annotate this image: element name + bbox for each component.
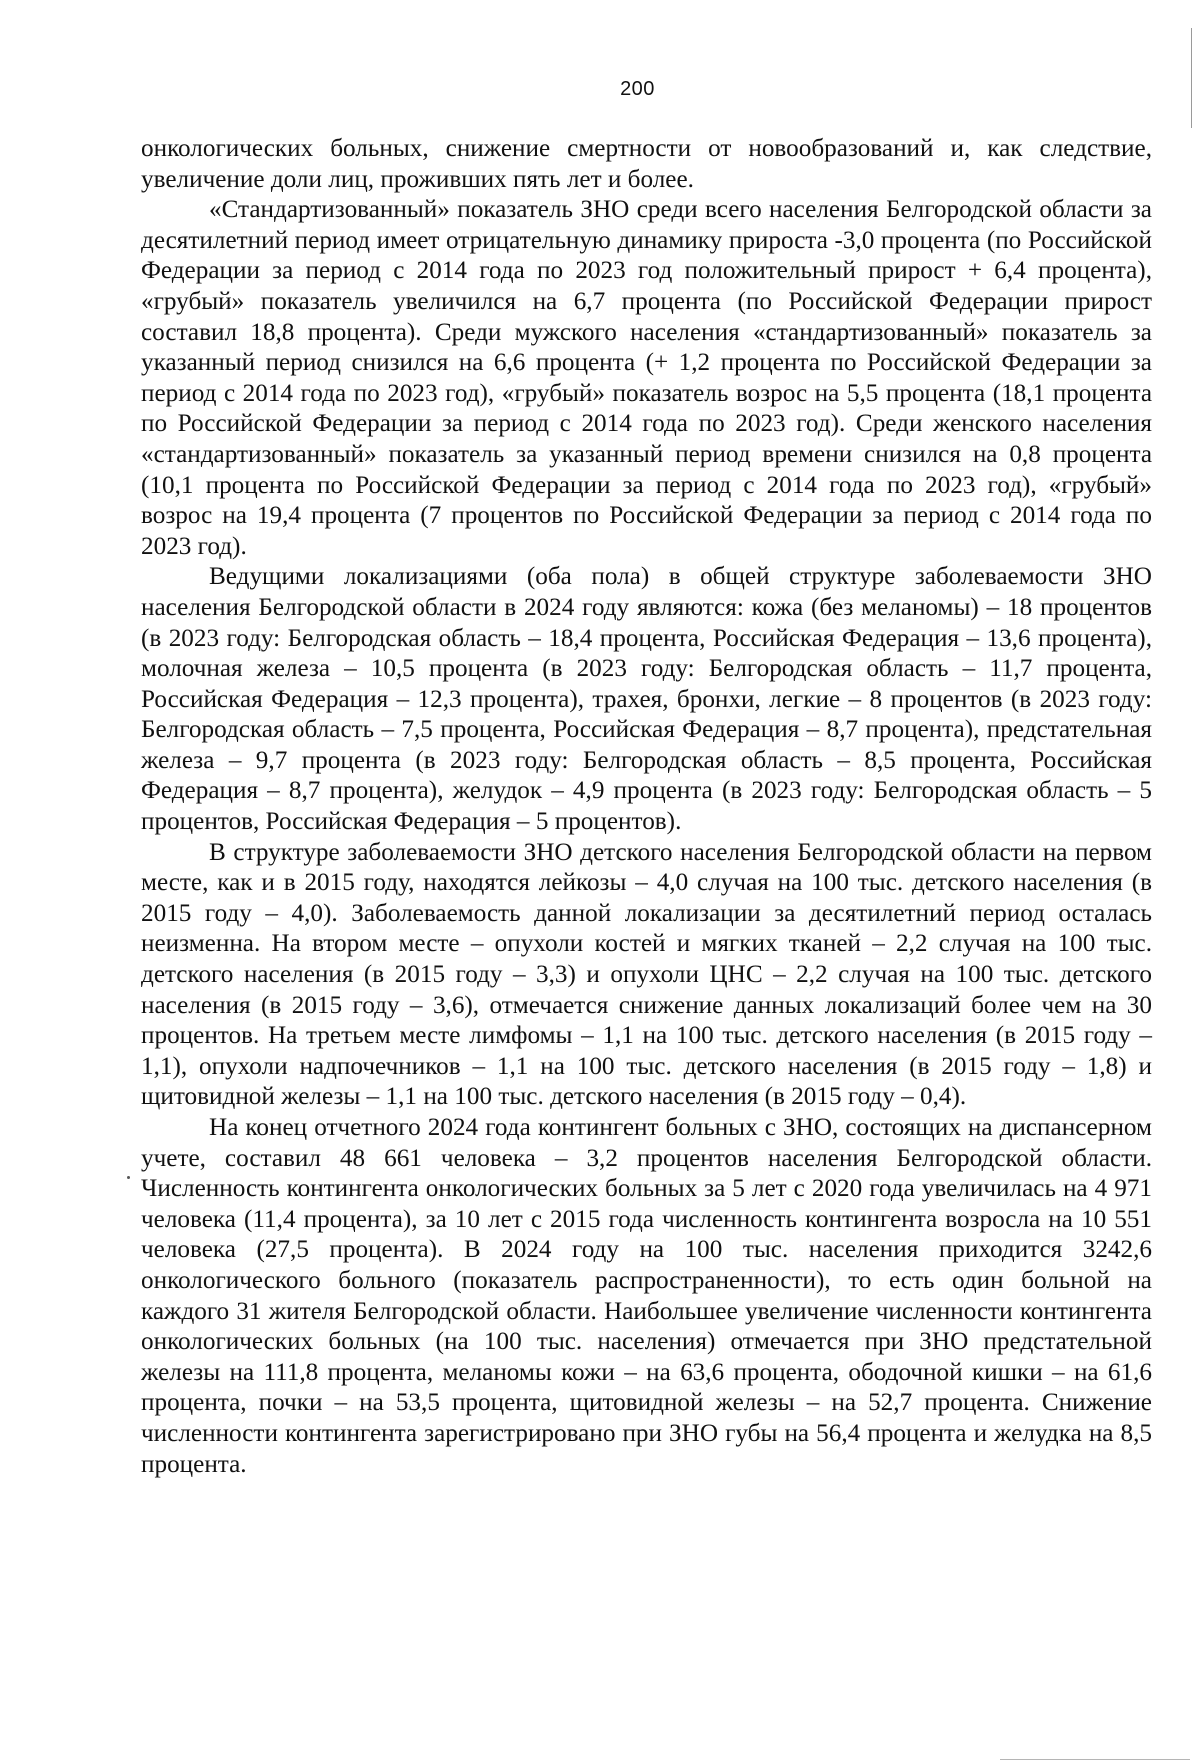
paragraph-continuation: онкологических больных, снижение смертности от новообразований и, как следствие, увеличение доли лиц, проживших пять лет и более.: [141, 135, 1152, 193]
paragraph-child-morbidity: В структуре заболеваемости ЗНО детского населения Белгородской области на первом месте, как и в 2015 году, находятся лейкозы – 4,0 случая на 100 тыс. детского населения (в 2015 году – 4,0). Заболеваемость данной локализации за десятилетний период осталась неизменна. На втором месте – опухоли костей и мягких тканей – 2,2 случая на 100 тыс. детского населения (в 2015 году – 3,3) и опухоли ЦНС – 2,2 случая на 100 тыс. детского населения (в 2015 году – 3,6), отмечается снижение данных локализаций более чем на 30 процентов. На третьем месте лимфомы – 1,1 на 100 тыс. детского населения (в 2015 году – 1,1), опухоли надпочечников – 1,1 на 100 тыс. детского населения (в 2015 году – 1,8) и щитовидной железы – 1,1 на 100 тыс. детского населения (в 2015 году – 0,4).: [141, 838, 1152, 1111]
document-body: [141, 134, 1152, 1480]
paragraph-standardized-indicator: «Стандартизованный» показатель ЗНО среди всего населения Белгородской области за десятилетний период имеет отрицательную динамику прироста -3,0 процента (по Российской Федерации за период с 2014 года по 2023 год положительный прирост + 6,4 процента), «грубый» показатель увеличился на 6,7 процента (по Российской Федерации прирост составил 18,8 процента). Среди мужского населения «стандартизованный» показатель за указанный период снизился на 6,6 процента (+ 1,2 процента по Российской Федерации за период с 2014 года по 2023 год), «грубый» показатель возрос на 5,5 процента (18,1 процента по Российской Федерации за период с 2014 года по 2023 год). Среди женского населения «стандартизованный» показатель за указанный период времени снизился на 0,8 процента (10,1 процента по Российской Федерации за период с 2014 года по 2023 год), «грубый» возрос на 19,4 процента (7 процентов по Российской Федерации за период с 2014 года по 2023 год).: [141, 196, 1152, 560]
page-number: 200: [620, 78, 655, 100]
scan-speck: [127, 1176, 130, 1179]
paragraph-contingent: На конец отчетного 2024 года контингент больных с ЗНО, состоящих на диспансерном учете, составил 48 661 человека – 3,2 процентов населения Белгородской области. Численность контингента онкологических больных за 5 лет с 2020 года увеличилась на 4 971 человека (11,4 процента), за 10 лет с 2015 года численность контингента возросла на 10 551 человека (27,5 процента). В 2024 году на 100 тыс. населения приходится 3242,6 онкологического больного (показатель распространенности), то есть один больной на каждого 31 жителя Белгородской области. Наибольшее увеличение численности контингента онкологических больных (на 100 тыс. населения) отмечается при ЗНО предстательной железы на 111,8 процента, меланомы кожи – на 63,6 процента, ободочной кишки – на 61,6 процента, почки – на 53,5 процента, щитовидной железы – на 52,7 процента. Снижение численности контингента зарегистрировано при ЗНО губы на 56,4 процента и желудка на 8,5 процента.: [141, 1114, 1152, 1478]
paragraph-leading-localizations: Ведущими локализациями (оба пола) в общей структуре заболеваемости ЗНО населения Белгородской области в 2024 году являются: кожа (без меланомы) – 18 процентов (в 2023 году: Белгородская область – 18,4 процента, Российская Федерация – 13,6 процента), молочная железа – 10,5 процента (в 2023 году: Белгородская область – 11,7 процента, Российская Федерация – 12,3 процента), трахея, бронхи, легкие – 8 процентов (в 2023 году: Белгородская область – 7,5 процента, Российская Федерация – 8,7 процента), предстательная железа – 9,7 процента (в 2023 году: Белгородская область – 8,5 процента, Российская Федерация – 8,7 процента), желудок – 4,9 процента (в 2023 году: Белгородская область – 5 процентов, Российская Федерация – 5 процентов).: [141, 563, 1152, 836]
